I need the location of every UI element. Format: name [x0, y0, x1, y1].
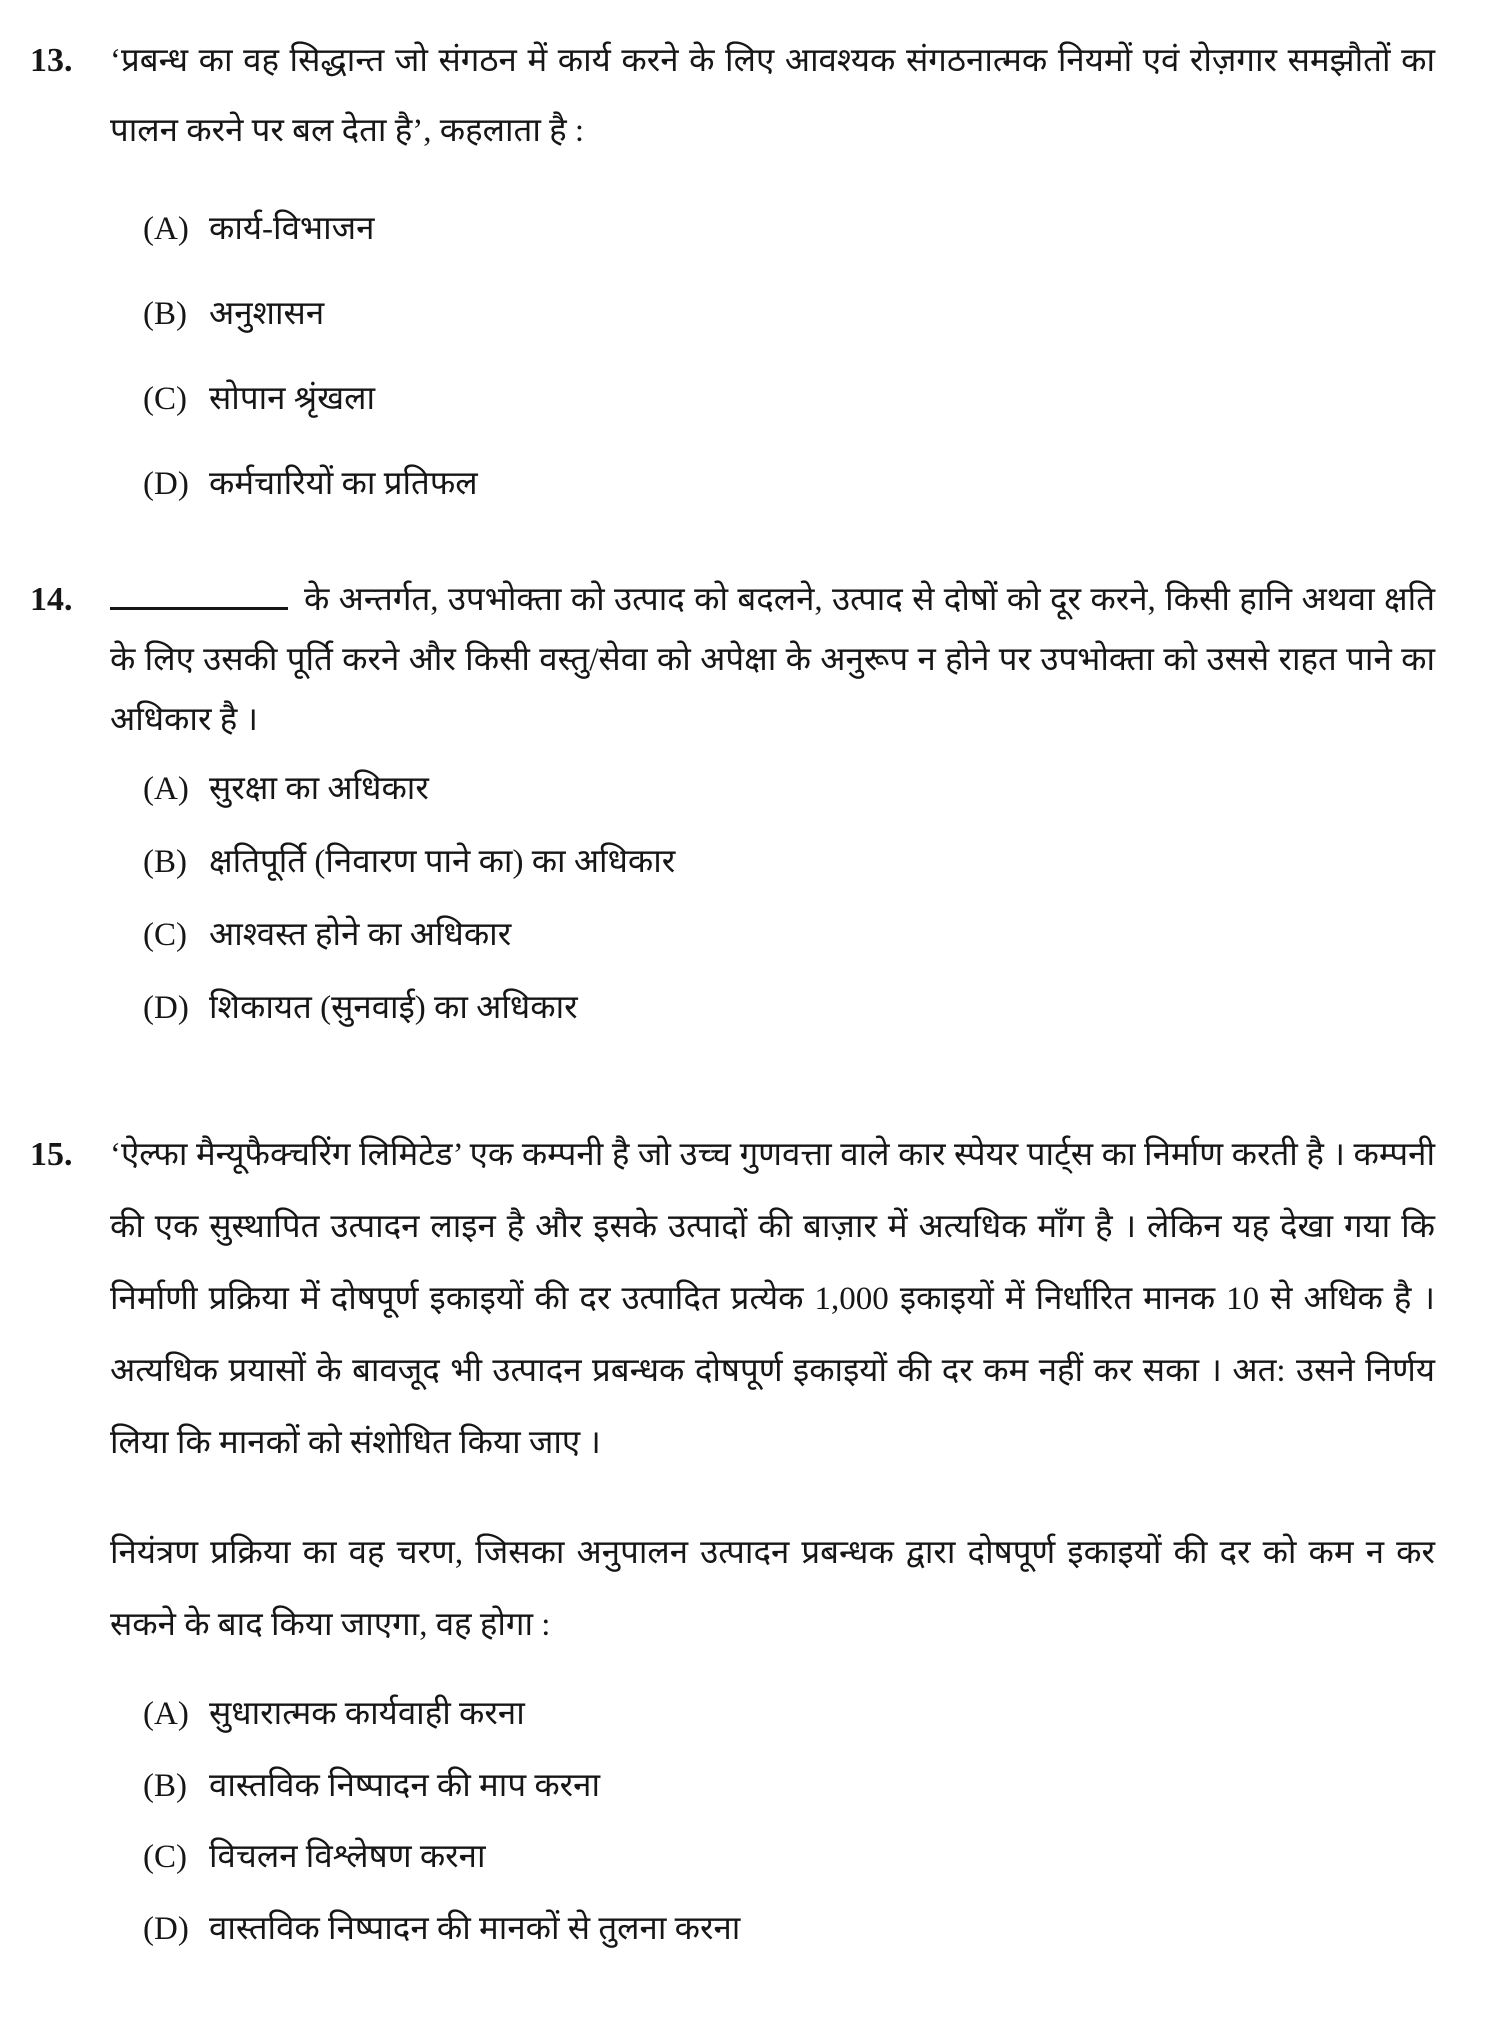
option-label: (D) — [143, 465, 189, 502]
question-case-paragraph: ‘ऐल्फा मैन्यूफैक्चरिंग लिमिटेड’ एक कम्पनी है जो उच्च गुणवत्ता वाले कार स्पेयर पार्ट्स का निर्माण करती है । कम्पनी की एक सुस्थापित उत्पादन लाइन है और इसके उत्पादों की बाज़ार में अत्यधिक माँग है । लेकिन यह देखा गया कि निर्माणी प्रक्रिया में दोषपूर्ण इकाइयों की दर उत्पादित प्रत्येक 1,000 इकाइयों में निर्धारित मानक 10 से अधिक है । अत्यधिक प्रयासों के बावजूद भी उत्पादन प्रबन्धक दोषपूर्ण इकाइयों की दर कम नहीं कर सका । अत: उसने निर्णय लिया कि मानकों को संशोधित किया जाए । — [110, 1136, 1435, 1461]
option-text: वास्तविक निष्पादन की मानकों से तुलना करना — [209, 1911, 741, 1948]
option-text: सुधारात्मक कार्यवाही करना — [209, 1695, 525, 1732]
option-label: (A) — [143, 211, 189, 247]
option-text: विचलन विश्लेषण करना — [209, 1839, 486, 1876]
option-text: आश्वस्त होने का अधिकार — [209, 917, 512, 954]
option-label: (B) — [143, 1767, 187, 1804]
option-row-a — [110, 1691, 1435, 1739]
option-row-b — [110, 839, 1435, 887]
question-stem: ‘प्रबन्ध का वह सिद्धान्त जो संगठन में कार्य करने के लिए आवश्यक संगठनात्मक नियमों एवं रोज़गार समझौतों का पालन करने पर बल देता है’, कहलाता है : — [110, 43, 1435, 149]
option-row-b — [110, 1763, 1435, 1811]
option-label: (A) — [143, 1695, 189, 1732]
question-13 — [0, 26, 1505, 508]
question-number: 13. — [30, 42, 73, 79]
question-number: 15. — [30, 1135, 73, 1173]
option-label: (B) — [143, 295, 187, 332]
options-list — [110, 206, 1435, 508]
option-row-c — [110, 376, 1435, 424]
option-label: (C) — [143, 380, 187, 417]
option-row-a — [110, 766, 1435, 814]
option-text: सोपान श्रृंखला — [209, 380, 375, 417]
option-label: (A) — [143, 771, 189, 808]
option-label: (D) — [143, 1911, 189, 1948]
question-stem: नियंत्रण प्रक्रिया का वह चरण, जिसका अनुपालन उत्पादन प्रबन्धक द्वारा दोषपूर्ण इकाइयों की दर को कम न कर सकने के बाद किया जाएगा, वह होगा : — [110, 1534, 1435, 1643]
option-row-d — [110, 1906, 1435, 1954]
option-row-c — [110, 1834, 1435, 1882]
option-text: सुरक्षा का अधिकार — [209, 771, 429, 808]
option-row-d — [110, 461, 1435, 509]
option-text: कर्मचारियों का प्रतिफल — [209, 465, 478, 502]
question-stem-text: के अन्तर्गत, उपभोक्ता को उत्पाद को बदलने, उत्पाद से दोषों को दूर करने, किसी हानि अथवा क्षति के लिए उसकी पूर्ति करने और किसी वस्तु/सेवा को अपेक्षा के अनुरूप न होने पर उपभोक्ता को उससे राहत पाने का अधिकार है । — [110, 582, 1435, 739]
options-list — [110, 1691, 1435, 1954]
option-text: वास्तविक निष्पादन की माप करना — [209, 1767, 601, 1804]
option-label: (C) — [143, 1839, 187, 1876]
option-row-b — [110, 291, 1435, 339]
option-text: कार्य-विभाजन — [209, 211, 375, 247]
option-label: (B) — [143, 844, 187, 881]
question-15 — [0, 1119, 1505, 1954]
option-row-d — [110, 985, 1435, 1033]
question-stem — [110, 570, 1435, 750]
question-number: 14. — [30, 581, 73, 619]
question-14 — [0, 570, 1505, 1032]
option-row-c — [110, 912, 1435, 960]
options-list — [110, 766, 1435, 1032]
option-label: (D) — [143, 989, 189, 1026]
option-label: (C) — [143, 917, 187, 954]
fill-in-blank — [110, 607, 288, 610]
option-row-a — [110, 206, 1435, 254]
option-text: शिकायत (सुनवाई) का अधिकार — [209, 989, 578, 1026]
option-text: क्षतिपूर्ति (निवारण पाने का) का अधिकार — [209, 844, 676, 881]
option-text: अनुशासन — [209, 295, 325, 332]
